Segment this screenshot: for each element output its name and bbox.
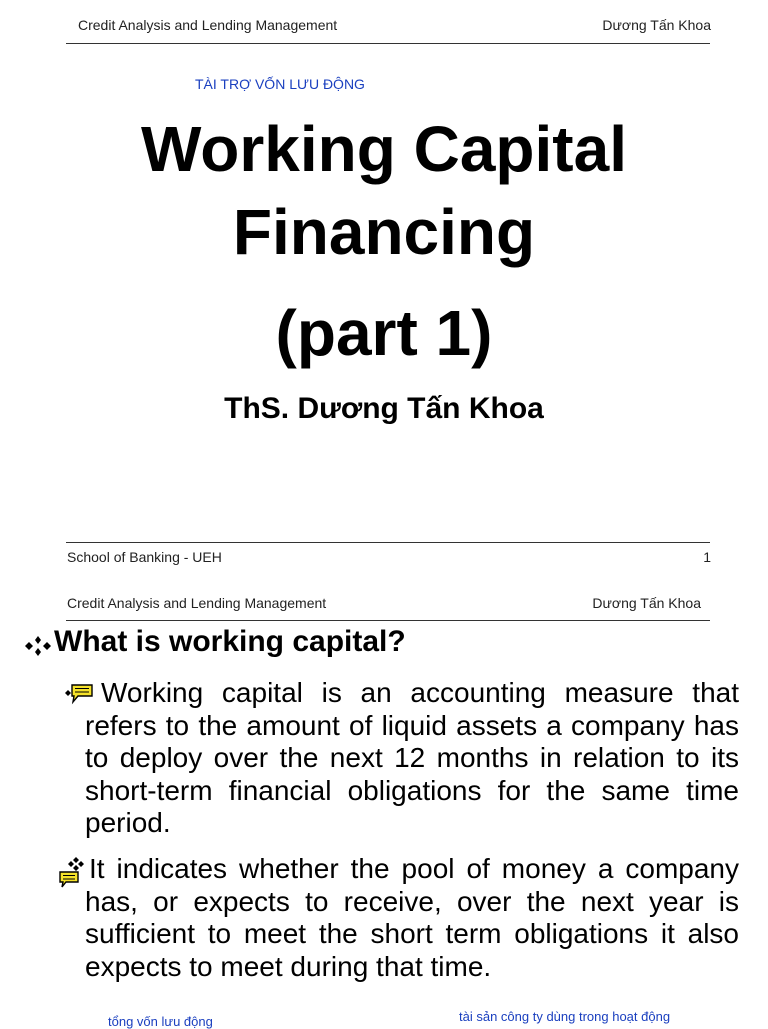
annotation-right: tài sản công ty dùng trong hoạt động	[459, 1009, 671, 1024]
page1-footer-left: School of Banking - UEH	[67, 549, 222, 565]
page1-annotation: TÀI TRỢ VỐN LƯU ĐỘNG	[195, 76, 365, 92]
page2-header-rule	[66, 620, 710, 621]
annotation-left: tổng vốn lưu động	[108, 1014, 213, 1029]
author: ThS. Dương Tấn Khoa	[224, 392, 544, 425]
title-line-3: (part 1)	[275, 297, 493, 369]
page2-header-right: Dương Tấn Khoa	[592, 595, 701, 611]
section-heading: What is working capital?	[54, 625, 406, 658]
diamond-bullet-icon	[25, 635, 51, 657]
paragraph-2: It indicates whether the pool of money a company has, or expects to receive, over the next year is sufficient to meet the short term obligations it also expects to meet during that time.	[85, 853, 739, 982]
page1-header-rule	[66, 43, 710, 44]
page-number: 1	[703, 549, 711, 565]
paragraph-1: Working capital is an accounting measure that refers to the amount of liquid assets a company has to deploy over the next 12 months in relation to its short-term financial obligations for the same time period.	[85, 677, 739, 838]
page1-header-right: Dương Tấn Khoa	[602, 17, 711, 33]
page1-footer-rule	[66, 542, 710, 543]
page2-header-left: Credit Analysis and Lending Management	[67, 595, 327, 611]
title-line-2: Financing	[232, 196, 536, 268]
title-line-1: Working Capital	[141, 113, 627, 185]
page1-header-left: Credit Analysis and Lending Management	[78, 17, 338, 33]
